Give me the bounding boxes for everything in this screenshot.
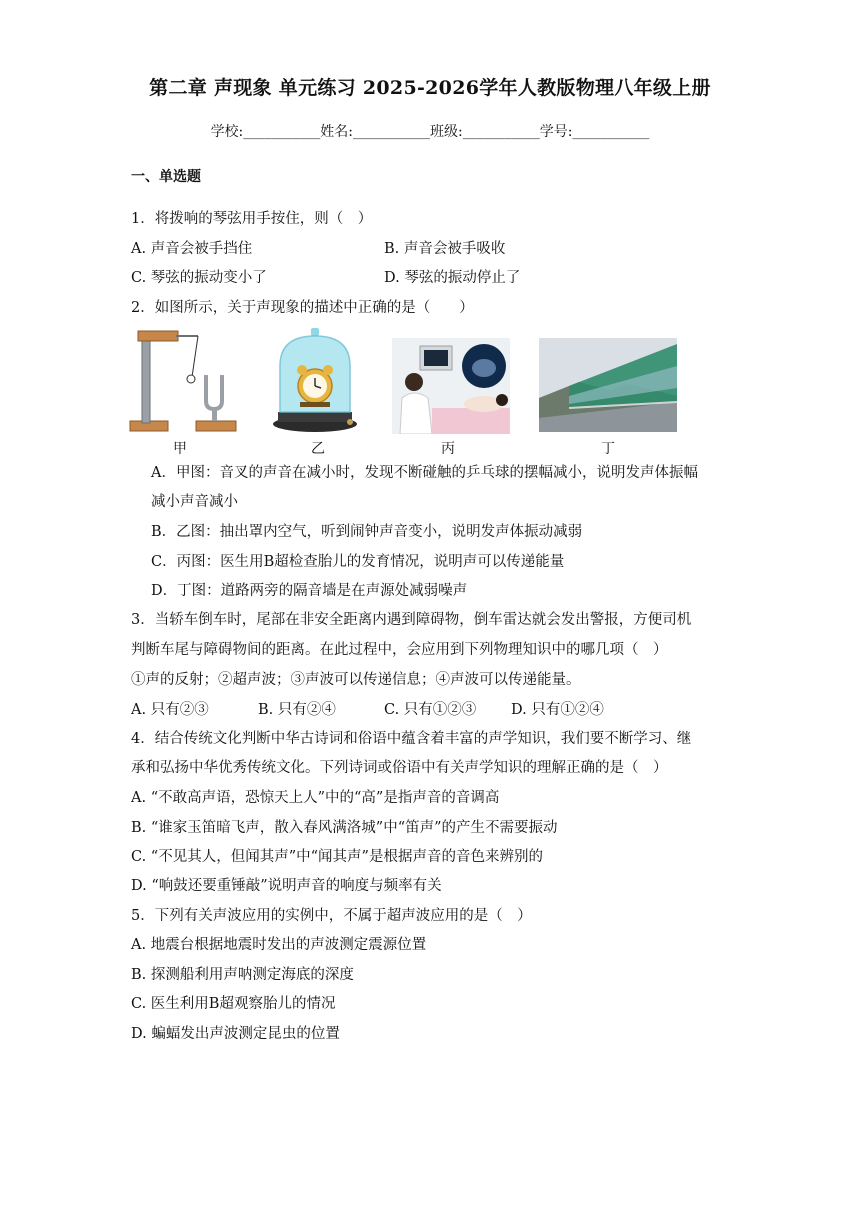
q4-option-d: D. “响鼓还要重锤敲”说明声音的响度与频率有关 xyxy=(131,878,442,894)
page-title: 第二章 声现象 单元练习 2025-2026学年人教版物理八年级上册 xyxy=(149,77,711,99)
q1-option-a: A. 声音会被手挡住 xyxy=(131,241,253,257)
figure-bing-ultrasound xyxy=(392,338,510,434)
q4-option-b: B. “谁家玉笛暗飞声，散入春风满洛城”中“笛声”的产生不需要振动 xyxy=(131,820,558,836)
figure-caption-bing: 丙 xyxy=(441,441,455,457)
q5-option-d: D. 蝙蝠发出声波测定昆虫的位置 xyxy=(131,1026,340,1042)
q1-option-d: D. 琴弦的振动停止了 xyxy=(384,270,521,286)
student-info-line: 学校:___________姓名:___________班级:___________学号:___________ xyxy=(210,124,650,140)
q3-option-b: B. 只有②④ xyxy=(258,702,336,718)
q5-option-c: C. 医生利用B超观察胎儿的情况 xyxy=(131,996,336,1012)
q3-option-c: C. 只有①②③ xyxy=(384,702,477,718)
q3-stem-line2: 判断车尾与障碍物间的距离。在此过程中，会应用到下列物理知识中的哪几项（ ） xyxy=(131,642,668,658)
q4-option-c: C. “不见其人，但闻其声”中“闻其声”是根据声音的音色来辨别的 xyxy=(131,849,543,865)
q5-stem: 5．下列有关声波应用的实例中，不属于超声波应用的是（ ） xyxy=(131,908,532,924)
figure-caption-jia: 甲 xyxy=(173,441,187,457)
q4-stem-line1: 4．结合传统文化判断中华古诗词和俗语中蕴含着丰富的声学知识，我们要不断学习、继 xyxy=(131,731,692,747)
q4-stem-line2: 承和弘扬中华优秀传统文化。下列诗词或俗语中有关声学知识的理解正确的是（ ） xyxy=(131,760,668,776)
figure-caption-ding: 丁 xyxy=(601,441,615,457)
section-heading: 一、单选题 xyxy=(131,169,201,185)
q3-option-a: A. 只有②③ xyxy=(131,702,209,718)
q1-option-c: C. 琴弦的振动变小了 xyxy=(131,270,267,286)
figure-caption-yi: 乙 xyxy=(311,441,325,457)
figure-ding-sound-barrier xyxy=(539,338,677,432)
q2-option-c: C．丙图：医生用B超检查胎儿的发育情况，说明声可以传递能量 xyxy=(151,554,565,570)
q3-stem-line1: 3．当轿车倒车时，尾部在非安全距离内遇到障碍物，倒车雷达就会发出警报，方便司机 xyxy=(131,612,692,628)
q2-option-d: D．丁图：道路两旁的隔音墙是在声源处减弱噪声 xyxy=(151,583,468,599)
figure-yi-bell-jar xyxy=(270,326,360,436)
figure-jia-tuning-fork xyxy=(128,327,240,435)
q2-stem: 2．如图所示，关于声现象的描述中正确的是（ ） xyxy=(131,300,474,316)
q5-option-b: B. 探测船利用声呐测定海底的深度 xyxy=(131,967,354,983)
q2-option-a-line1: A．甲图：音叉的声音在减小时，发现不断碰触的乒乓球的摆幅减小，说明发声体振幅 xyxy=(151,465,698,481)
q5-option-a: A. 地震台根据地震时发出的声波测定震源位置 xyxy=(131,937,427,953)
q3-stem-line3: ①声的反射；②超声波；③声波可以传递信息；④声波可以传递能量。 xyxy=(131,672,581,688)
q2-option-a-line2: 减小声音减小 xyxy=(151,494,238,510)
q3-option-d: D. 只有①②④ xyxy=(511,702,604,718)
q2-option-b: B．乙图：抽出罩内空气，听到闹钟声音变小，说明发声体振动减弱 xyxy=(151,524,583,540)
q4-option-a: A. “不敢高声语，恐惊天上人”中的“高”是指声音的音调高 xyxy=(131,790,500,806)
q1-option-b: B. 声音会被手吸收 xyxy=(384,241,506,257)
q1-stem: 1．将拨响的琴弦用手按住，则（ ） xyxy=(131,211,373,227)
